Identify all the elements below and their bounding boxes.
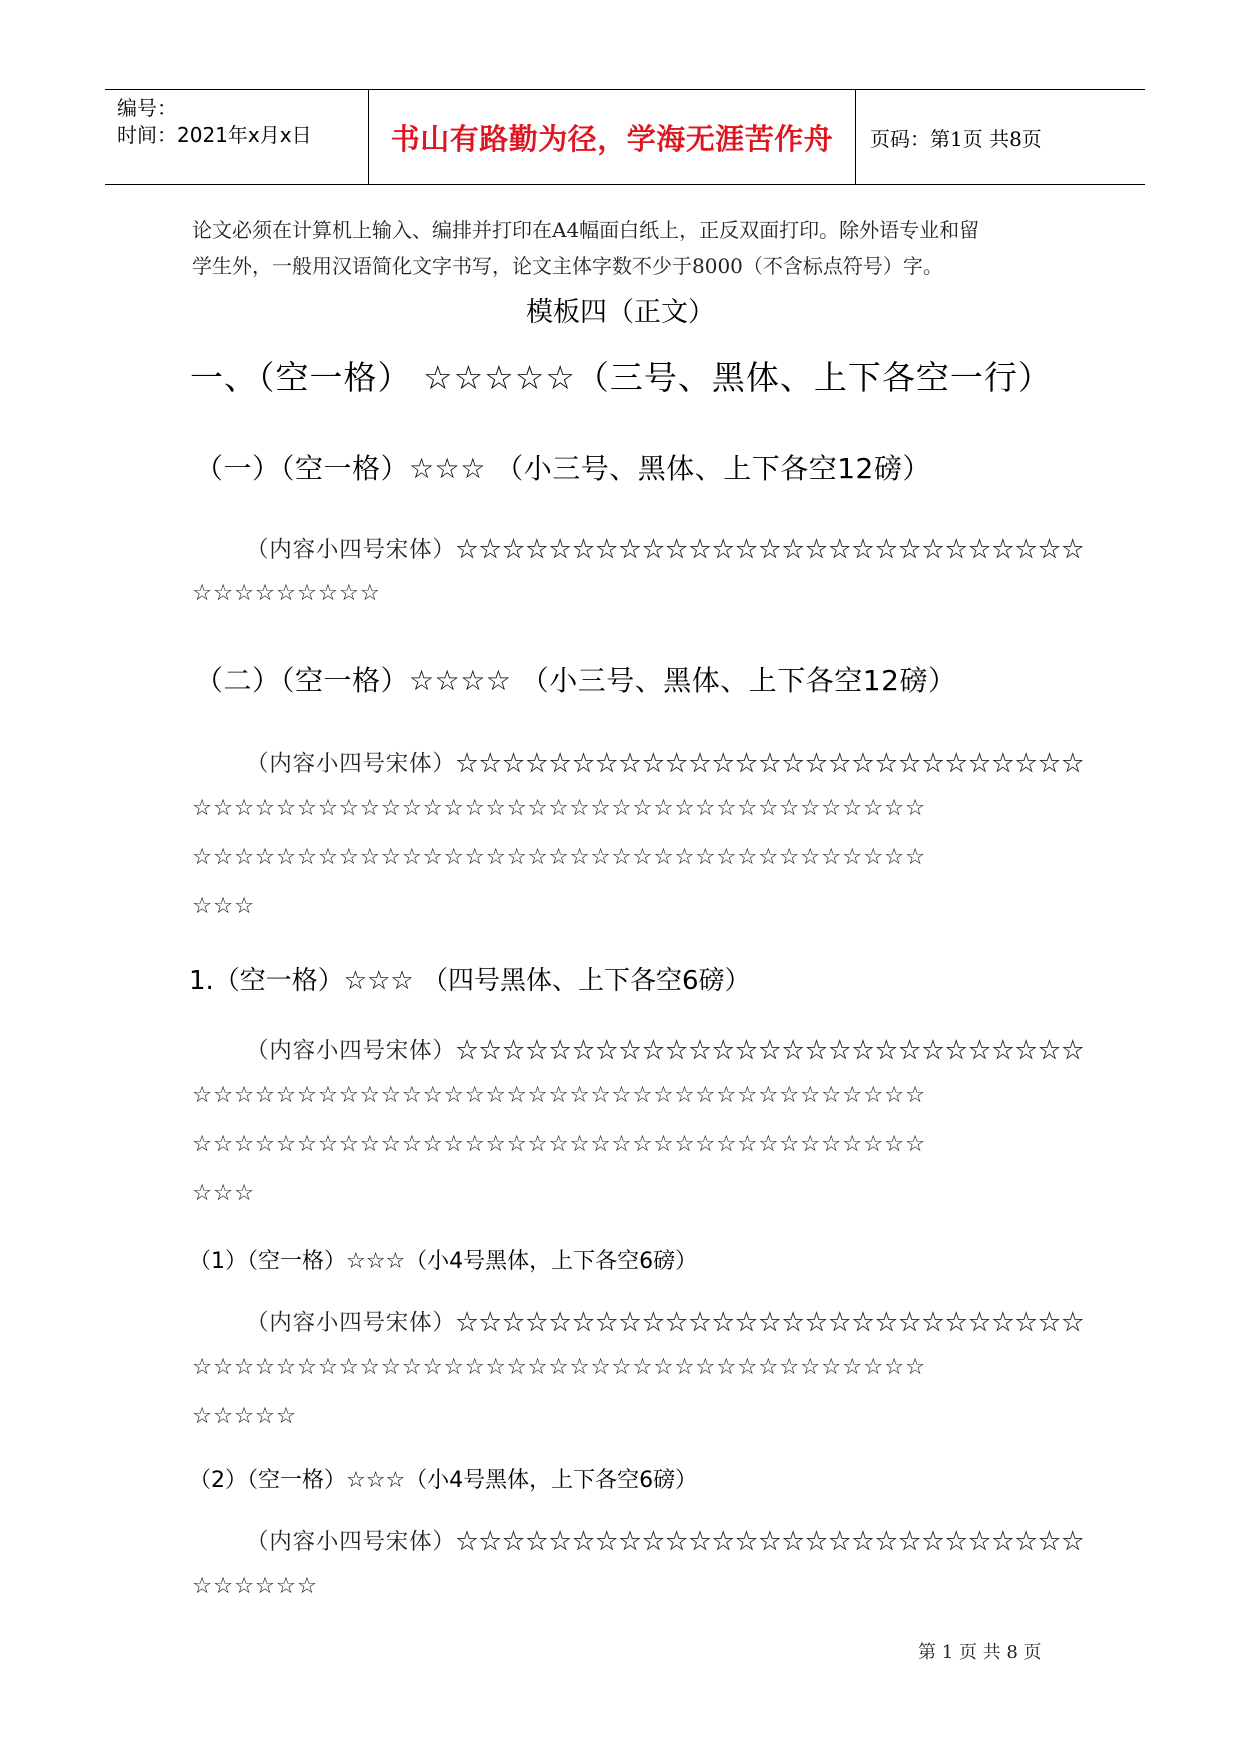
heading-level-4-b: （2）（空一格）☆☆☆（小4号黑体，上下各空6磅） [189, 1468, 698, 1493]
intro-line-2: 学生外，一般用汉语简化文字书写，论文主体字数不少于8000（不含标点符号）字。 [192, 254, 943, 278]
body-line: ☆☆☆☆☆☆☆☆☆☆☆☆☆☆☆☆☆☆☆☆☆☆☆☆☆☆☆☆☆☆☆☆☆☆☆ [192, 1131, 926, 1157]
header-page-cell [856, 90, 1145, 184]
intro-line-1: 论文必须在计算机上输入、编排并打印在A4幅面白纸上，正反双面打印。除外语专业和留 [192, 218, 980, 242]
header-motto-cell [369, 90, 856, 184]
body-line: ☆☆☆☆☆☆☆☆☆ [192, 580, 381, 606]
heading-level-2-a: （一）（空一格）☆☆☆ （小三号、黑体、上下各空12磅） [195, 452, 931, 485]
page-info: 页码：第1页 共8页 [870, 126, 1042, 151]
body-line: （内容小四号宋体）☆☆☆☆☆☆☆☆☆☆☆☆☆☆☆☆☆☆☆☆☆☆☆☆☆☆☆ [246, 1529, 1085, 1555]
body-line: ☆☆☆☆☆ [192, 1403, 297, 1429]
body-line: （内容小四号宋体）☆☆☆☆☆☆☆☆☆☆☆☆☆☆☆☆☆☆☆☆☆☆☆☆☆☆☆ [246, 1310, 1085, 1336]
template-title: 模板四（正文） [526, 297, 715, 328]
header-meta-cell [105, 90, 369, 184]
heading-level-2-b: （二）（空一格）☆☆☆☆ （小三号、黑体、上下各空12磅） [195, 664, 957, 697]
body-line: ☆☆☆☆☆☆ [192, 1573, 318, 1599]
page-footer: 第 1 页 共 8 页 [918, 1642, 1042, 1663]
body-line: ☆☆☆ [192, 893, 255, 919]
time-label: 时间：2021年x月x日 [117, 123, 312, 147]
body-line: ☆☆☆☆☆☆☆☆☆☆☆☆☆☆☆☆☆☆☆☆☆☆☆☆☆☆☆☆☆☆☆☆☆☆☆ [192, 1354, 926, 1380]
heading-level-4-a: （1）（空一格）☆☆☆（小4号黑体，上下各空6磅） [189, 1249, 698, 1274]
heading-level-3: 1.（空一格）☆☆☆ （四号黑体、上下各空6磅） [189, 966, 751, 996]
body-line: ☆☆☆☆☆☆☆☆☆☆☆☆☆☆☆☆☆☆☆☆☆☆☆☆☆☆☆☆☆☆☆☆☆☆☆ [192, 844, 926, 870]
body-line: （内容小四号宋体）☆☆☆☆☆☆☆☆☆☆☆☆☆☆☆☆☆☆☆☆☆☆☆☆☆☆☆ [246, 751, 1085, 777]
document-header [105, 89, 1145, 185]
serial-label: 编号： [117, 96, 177, 120]
body-line: ☆☆☆ [192, 1180, 255, 1206]
body-line: ☆☆☆☆☆☆☆☆☆☆☆☆☆☆☆☆☆☆☆☆☆☆☆☆☆☆☆☆☆☆☆☆☆☆☆ [192, 795, 926, 821]
body-line: （内容小四号宋体）☆☆☆☆☆☆☆☆☆☆☆☆☆☆☆☆☆☆☆☆☆☆☆☆☆☆☆ [246, 1038, 1085, 1064]
motto: 书山有路勤为径，学海无涯苦作舟 [390, 121, 834, 156]
body-line: ☆☆☆☆☆☆☆☆☆☆☆☆☆☆☆☆☆☆☆☆☆☆☆☆☆☆☆☆☆☆☆☆☆☆☆ [192, 1082, 926, 1108]
heading-level-1: 一、（空一格） ☆☆☆☆☆（三号、黑体、上下各空一行） [190, 358, 1052, 397]
body-line: （内容小四号宋体）☆☆☆☆☆☆☆☆☆☆☆☆☆☆☆☆☆☆☆☆☆☆☆☆☆☆☆ [246, 537, 1085, 563]
